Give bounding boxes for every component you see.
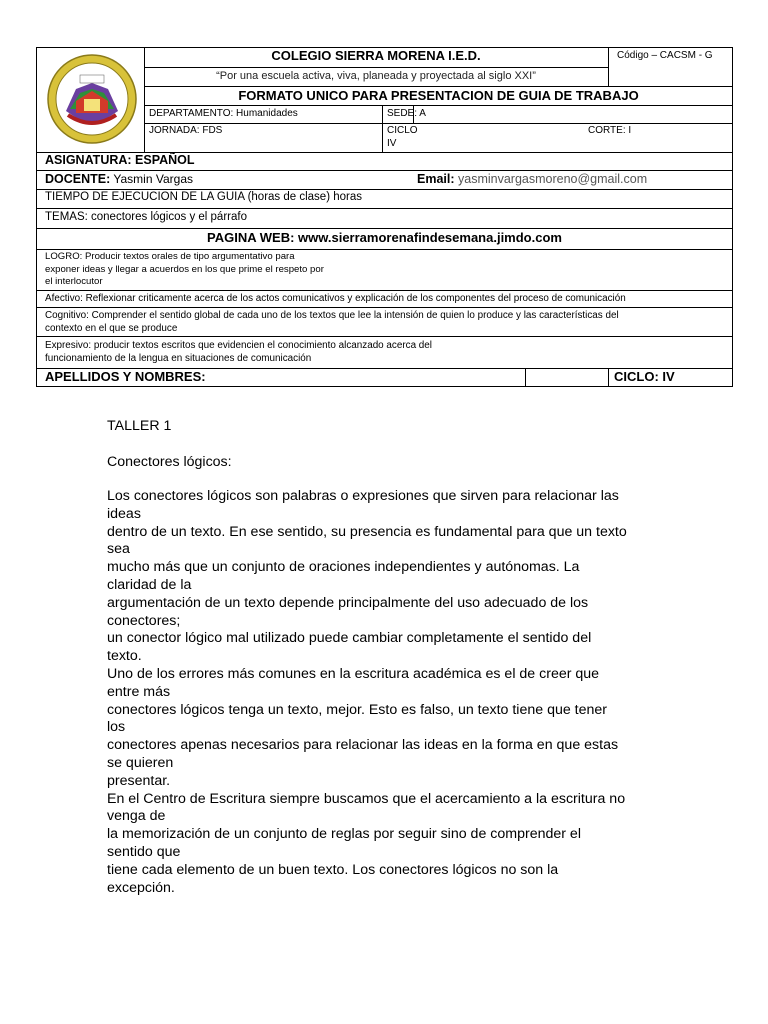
paragraph-line: sentido que <box>107 843 181 860</box>
department-label: DEPARTAMENTO: Humanidades <box>149 108 298 119</box>
paragraph-line: excepción. <box>107 879 175 896</box>
afectivo-text: Afectivo: Reflexionar criticamente acerca de los actos comunicativos y explicación de los componentes del proceso de comunicación <box>45 293 626 304</box>
school-name: COLEGIO SIERRA MORENA I.E.D. <box>271 48 481 63</box>
school-logo <box>46 53 138 145</box>
docente-name: Yasmin Vargas <box>110 172 193 186</box>
asignatura-label: ASIGNATURA: ESPAÑOL <box>45 153 195 167</box>
cognitivo-text <box>45 310 619 335</box>
paragraph-line: texto. <box>107 648 142 665</box>
document-code: Código – CACSM - G <box>617 50 713 61</box>
logro-text <box>45 251 324 289</box>
email-row <box>417 173 647 187</box>
format-title: FORMATO UNICO PARA PRESENTACION DE GUIA DE TRABAJO <box>238 88 639 103</box>
apellidos-label: APELLIDOS Y NOMBRES: <box>45 369 206 384</box>
paragraph-line: mucho más que un conjunto de oraciones independientes y autónomas. La <box>107 559 580 576</box>
paragraph-line: tiene cada elemento de un buen texto. Los conectores lógicos no son la <box>107 861 559 878</box>
corte-label: CORTE: I <box>588 125 632 136</box>
taller-title: TALLER 1 <box>107 418 172 434</box>
expresivo-line: funcionamiento de la lengua en situaciones de comunicación <box>45 352 312 364</box>
paragraph-line: los <box>107 719 126 736</box>
paragraph-line: la memorización de un conjunto de reglas por seguir sino de comprender el <box>107 826 581 843</box>
paragraph-line: Los conectores lógicos son palabras o expresiones que sirven para relacionar las <box>107 488 619 504</box>
docente-label: DOCENTE: <box>45 172 111 186</box>
paragraph-line: claridad de la <box>107 576 192 593</box>
paragraph-line: un conector lógico mal utilizado puede cambiar completamente el sentido del <box>107 630 592 647</box>
ciclo-value: IV <box>387 138 397 149</box>
logro-line: el interlocutor <box>45 276 103 287</box>
paragraph-line: venga de <box>107 808 166 825</box>
cognitivo-line: Cognitivo: Comprender el sentido global de cada uno de los textos que lee la intensión de quien lo produce y las características del <box>45 310 619 321</box>
paragraph-line: En el Centro de Escritura siempre buscamos que el acercamiento a la escritura no <box>107 790 626 807</box>
paragraph-line: conectores apenas necesarios para relacionar las ideas en la forma en que estas <box>107 737 619 754</box>
email-value[interactable]: yasminvargasmoreno@gmail.com <box>454 172 648 186</box>
paragraph-line: dentro de un texto. En ese sentido, su presencia es fundamental para que un texto <box>107 523 627 540</box>
expresivo-text <box>45 340 432 365</box>
school-slogan: “Por una escuela activa, viva, planeada y proyectada al siglo XXI” <box>216 70 536 82</box>
section-subtitle: Conectores lógicos: <box>107 454 232 470</box>
sede-label: SEDE: A <box>387 108 426 119</box>
cognitivo-line: contexto en el que se produce <box>45 322 178 334</box>
pagina-web-label[interactable]: PAGINA WEB: www.sierramorenafindesemana.jimdo.com <box>207 230 562 245</box>
paragraph-line: argumentación de un texto depende principalmente del uso adecuado de los <box>107 594 589 611</box>
tiempo-label: TIEMPO DE EJECUCION DE LA GUIA (horas de clase) horas <box>45 191 362 203</box>
paragraph-line: Uno de los errores más comunes en la escritura académica es el de creer que <box>107 665 600 682</box>
ciclo-label: CICLO <box>387 125 418 136</box>
paragraph-line: conectores lógicos tenga un texto, mejor. Esto es falso, un texto tiene que tener <box>107 701 608 718</box>
body-paragraph <box>107 488 627 897</box>
temas-label: TEMAS: conectores lógicos y el párrafo <box>45 211 247 223</box>
paragraph-line: conectores; <box>107 612 181 629</box>
paragraph-line: sea <box>107 541 130 558</box>
paragraph-line: ideas <box>107 505 141 522</box>
paragraph-line: presentar. <box>107 772 171 789</box>
paragraph-line: se quieren <box>107 754 174 771</box>
docente-row <box>45 173 193 187</box>
email-label: Email: <box>417 172 455 186</box>
expresivo-line: Expresivo: producir textos escritos que evidencien el conocimiento alcanzado acerca del <box>45 340 432 351</box>
logro-line: LOGRO: Producir textos orales de tipo argumentativo para <box>45 251 295 262</box>
logro-line: exponer ideas y llegar a acuerdos en los que prime el respeto por <box>45 263 324 275</box>
ciclo-iv-label: CICLO: IV <box>614 369 675 384</box>
paragraph-line: entre más <box>107 683 171 700</box>
jornada-label: JORNADA: FDS <box>149 125 223 136</box>
